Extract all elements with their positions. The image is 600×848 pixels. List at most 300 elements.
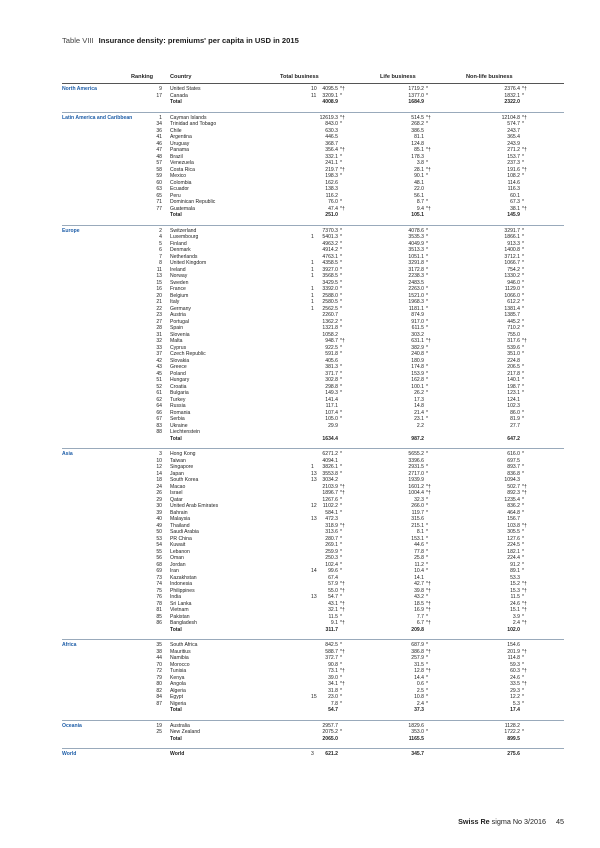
- cell-total: 332.1: [325, 153, 338, 160]
- cell-total: 5401.3: [322, 234, 338, 240]
- cell-rank: 11: [156, 266, 162, 273]
- cell-chg: 14: [311, 568, 317, 574]
- cell-nonlife: 67.3: [510, 199, 520, 205]
- cell-country: Denmark: [170, 247, 191, 253]
- cell-tm: *†: [340, 581, 345, 587]
- cell-life: 1829.6: [408, 722, 424, 729]
- cell-life: 687.9: [411, 642, 424, 648]
- cell-life: 0.6: [416, 681, 424, 687]
- cell-nm: *†: [522, 587, 527, 594]
- cell-country: Philippines: [170, 587, 195, 594]
- cell-rank: 78: [156, 600, 162, 607]
- cell-total: 76.0: [328, 199, 338, 205]
- cell-total: 251.0: [325, 212, 338, 218]
- cell-nm: *: [522, 253, 524, 260]
- cell-nonlife: 1400.8: [504, 247, 520, 253]
- cell-nonlife: 153.7: [507, 153, 520, 160]
- cell-total: 3927.0: [322, 266, 338, 273]
- cell-country: PR China: [170, 535, 192, 542]
- region-group: [62, 112, 564, 225]
- cell-tm: *†: [340, 600, 345, 607]
- cell-total: 73.1: [328, 668, 338, 674]
- cell-nm: *†: [522, 581, 527, 587]
- cell-lm: *: [426, 299, 428, 305]
- cell-life: 44.6: [414, 542, 424, 548]
- density-table: [62, 73, 564, 764]
- cell-tm: *: [340, 409, 342, 416]
- cell-life: 153.1: [411, 535, 424, 542]
- cell-rank: 61: [156, 390, 162, 396]
- cell-lm: *: [426, 121, 428, 127]
- cell-rank: 26: [156, 490, 162, 496]
- cell-lm: *: [426, 370, 428, 377]
- cell-country: Nigeria: [170, 700, 187, 707]
- cell-rank: 79: [156, 674, 162, 681]
- cell-total: 1267.6: [322, 496, 338, 503]
- cell-tm: *: [340, 260, 342, 266]
- cell-tm: *: [340, 199, 342, 205]
- cell-tm: *†: [340, 114, 345, 121]
- cell-rank: 17: [156, 92, 162, 99]
- cell-life: 14.8: [414, 403, 424, 409]
- cell-rank: 71: [156, 199, 162, 205]
- cell-nonlife: 237.3: [507, 160, 520, 166]
- cell-chg: 12: [311, 503, 317, 509]
- cell-nonlife: 1330.2: [504, 273, 520, 279]
- cell-nonlife: 191.6: [507, 166, 520, 173]
- cell-life: 2717.0: [408, 470, 424, 477]
- cell-nonlife: 59.3: [510, 661, 520, 668]
- cell-nm: *: [522, 247, 524, 253]
- table-title: [62, 36, 299, 45]
- cell-nonlife: 243.7: [507, 127, 520, 134]
- cell-country: Poland: [170, 370, 186, 377]
- cell-nm: *: [522, 700, 524, 707]
- cell-tm: *: [340, 729, 342, 735]
- cell-total: 4095.5: [322, 86, 338, 92]
- region-name: Europe: [62, 227, 80, 234]
- cell-life: 2238.3: [408, 273, 424, 279]
- cell-rank: 40: [156, 516, 162, 522]
- cell-total: 1634.4: [322, 435, 338, 442]
- cell-country: India: [170, 594, 182, 600]
- cell-rank: 4: [159, 234, 162, 240]
- total-row: [62, 707, 564, 714]
- cell-life: 215.1: [411, 522, 424, 529]
- header-total: Total business: [280, 74, 319, 80]
- cell-country: United States: [170, 86, 201, 92]
- cell-nm: *: [522, 383, 524, 390]
- cell-lm: *†: [426, 587, 431, 594]
- total-row: [62, 212, 564, 219]
- cell-life: 353.0: [411, 729, 424, 735]
- cell-country: Ukraine: [170, 422, 188, 429]
- cell-life: 8.7: [416, 199, 424, 205]
- cell-nonlife: 102.0: [507, 626, 520, 633]
- cell-nm: *: [522, 318, 524, 325]
- cell-country: Ecuador: [170, 186, 189, 192]
- cell-total: 54.7: [328, 707, 338, 713]
- cell-total: 280.7: [325, 535, 338, 542]
- cell-life: 1051.1: [408, 253, 424, 260]
- cell-rank: 44: [156, 655, 162, 661]
- cell-lm: *: [426, 535, 428, 542]
- cell-country: Morocco: [170, 661, 190, 668]
- cell-tm: *†: [340, 205, 345, 212]
- cell-country: Romania: [170, 409, 191, 416]
- cell-rank: 38: [156, 648, 162, 655]
- cell-tm: *: [340, 642, 342, 648]
- cell-tm: *†: [340, 668, 345, 674]
- header-ranking: Ranking: [131, 74, 154, 80]
- cell-nonlife: 317.6: [507, 338, 520, 344]
- cell-lm: *†: [426, 483, 431, 490]
- cell-rank: 5: [159, 240, 162, 247]
- cell-lm: *: [426, 286, 428, 292]
- cell-country: Oman: [170, 555, 184, 561]
- cell-lm: *: [426, 555, 428, 561]
- cell-rank: 88: [156, 429, 162, 435]
- cell-tm: *: [340, 234, 342, 240]
- region-name: Africa: [62, 642, 77, 648]
- cell-life: 12.8: [414, 668, 424, 674]
- cell-rank: 86: [156, 620, 162, 626]
- cell-rank: 25: [156, 729, 162, 735]
- cell-nonlife: 899.5: [507, 735, 520, 742]
- cell-rank: 82: [156, 687, 162, 694]
- cell-total: 269.1: [325, 542, 338, 548]
- cell-total: 843.0: [325, 121, 338, 127]
- cell-nonlife: 1129.0: [504, 286, 520, 292]
- cell-nonlife: 3712.1: [504, 253, 520, 260]
- cell-total: 318.9: [325, 522, 338, 529]
- cell-nm: *†: [522, 648, 527, 655]
- total-row: [62, 99, 564, 106]
- cell-nonlife: 89.1: [510, 568, 520, 574]
- cell-nonlife: 91.2: [510, 561, 520, 568]
- cell-total: 368.7: [325, 140, 338, 147]
- cell-lm: *: [426, 325, 428, 331]
- cell-lm: *: [426, 416, 428, 422]
- cell-chg: 1: [311, 286, 314, 292]
- cell-total: 630.3: [325, 127, 338, 134]
- cell-country: Egypt: [170, 694, 184, 700]
- cell-chg: 3: [311, 751, 314, 757]
- cell-rank: 2: [159, 227, 162, 234]
- cell-total: 43.1: [328, 600, 338, 607]
- cell-country: Bangladesh: [170, 620, 197, 626]
- cell-lm: *: [426, 509, 428, 516]
- cell-lm: *: [426, 496, 428, 503]
- cell-country: Saudi Arabia: [170, 529, 199, 535]
- cell-country: Czech Republic: [170, 351, 206, 357]
- cell-lm: *: [426, 661, 428, 668]
- cell-tm: *: [340, 173, 342, 179]
- cell-nm: *: [522, 416, 524, 422]
- cell-total: 162.6: [325, 179, 338, 186]
- cell-total: 99.6: [328, 568, 338, 574]
- cell-country: Taiwan: [170, 457, 186, 464]
- cell-life: 3.8: [416, 160, 424, 166]
- cell-country: Serbia: [170, 416, 185, 422]
- cell-country: Cyprus: [170, 344, 187, 351]
- cell-rank: 63: [156, 186, 162, 192]
- cell-life: 3291.8: [408, 260, 424, 266]
- cell-total: 4763.1: [322, 253, 338, 260]
- cell-total: 2103.9: [322, 483, 338, 490]
- cell-life: 266.0: [411, 503, 424, 509]
- cell-nm: *: [522, 160, 524, 166]
- cell-total: 32.1: [328, 607, 338, 613]
- cell-chg: 13: [311, 516, 317, 522]
- cell-nonlife: 15.3: [510, 587, 520, 594]
- cell-nonlife: 154.6: [507, 642, 520, 648]
- cell-tm: *: [340, 529, 342, 535]
- cell-rank: 62: [156, 396, 162, 403]
- cell-rank: 87: [156, 700, 162, 707]
- cell-total: 117.1: [325, 403, 338, 409]
- cell-nm: *: [522, 661, 524, 668]
- cell-tm: *: [340, 318, 342, 325]
- cell-country: Japan: [170, 470, 184, 477]
- cell-tm: *: [340, 416, 342, 422]
- cell-life: 1165.5: [408, 735, 424, 742]
- cell-nm: *: [522, 655, 524, 661]
- cell-nm: *: [522, 509, 524, 516]
- cell-country: Venezuela: [170, 160, 194, 166]
- cell-nonlife: 445.2: [507, 318, 520, 325]
- cell-nonlife: 24.6: [510, 600, 520, 607]
- cell-country: Namibia: [170, 655, 189, 661]
- cell-rank: 7: [159, 253, 162, 260]
- cell-country: Spain: [170, 325, 184, 331]
- cell-country: Lebanon: [170, 548, 190, 555]
- cell-nm: *: [522, 694, 524, 700]
- cell-tm: *: [340, 325, 342, 331]
- cell-life: 2263.0: [408, 286, 424, 292]
- cell-lm: *: [426, 594, 428, 600]
- cell-tm: *: [340, 700, 342, 707]
- cell-nonlife: 108.2: [507, 173, 520, 179]
- cell-rank: 16: [156, 286, 162, 292]
- cell-rank: 55: [156, 548, 162, 555]
- cell-life: 514.5: [411, 114, 424, 121]
- cell-tm: *: [340, 247, 342, 253]
- cell-nm: *: [522, 548, 524, 555]
- cell-country: Malaysia: [170, 516, 191, 522]
- cell-tm: *: [340, 687, 342, 694]
- cell-nm: *†: [522, 681, 527, 687]
- cell-total: 54.7: [328, 594, 338, 600]
- cell-lm: *: [426, 240, 428, 247]
- cell-nm: *: [522, 464, 524, 470]
- cell-lm: *†: [426, 668, 431, 674]
- cell-rank: 76: [156, 594, 162, 600]
- cell-country: New Zealand: [170, 729, 201, 735]
- cell-nonlife: 2.4: [512, 620, 520, 626]
- cell-country: Total: [170, 212, 182, 218]
- cell-country: Kuwait: [170, 542, 186, 548]
- cell-chg: 1: [311, 464, 314, 470]
- cell-life: 1004.4: [408, 490, 424, 496]
- cell-country: Slovenia: [170, 331, 190, 338]
- cell-lm: *: [426, 247, 428, 253]
- cell-country: Finland: [170, 240, 187, 247]
- cell-nonlife: 33.5: [510, 681, 520, 687]
- cell-country: Total: [170, 435, 182, 442]
- cell-life: 3172.8: [408, 266, 424, 273]
- cell-life: 22.0: [414, 186, 424, 192]
- cell-nm: *: [522, 496, 524, 503]
- cell-nonlife: 224.8: [507, 357, 520, 364]
- cell-total: 4914.2: [322, 247, 338, 253]
- cell-total: 2562.5: [322, 305, 338, 312]
- cell-tm: *: [340, 451, 342, 457]
- cell-rank: 47: [156, 147, 162, 153]
- cell-tm: *: [340, 305, 342, 312]
- cell-total: 219.7: [325, 166, 338, 173]
- cell-nonlife: 464.8: [507, 509, 520, 516]
- cell-lm: *: [426, 364, 428, 370]
- cell-life: 1684.9: [408, 99, 424, 105]
- cell-nonlife: 103.8: [507, 522, 520, 529]
- cell-nonlife: 17.4: [510, 707, 520, 713]
- cell-lm: *: [426, 522, 428, 529]
- cell-nonlife: 755.0: [507, 331, 520, 338]
- cell-lm: *: [426, 729, 428, 735]
- cell-country: Thailand: [170, 522, 190, 529]
- cell-total: 259.9: [325, 548, 338, 555]
- cell-life: 386.8: [411, 648, 424, 655]
- cell-total: 2957.7: [322, 722, 338, 729]
- cell-rank: 58: [156, 166, 162, 173]
- cell-lm: *†: [426, 114, 431, 121]
- cell-tm: *: [340, 390, 342, 396]
- cell-total: 39.0: [328, 674, 338, 681]
- cell-life: 100.1: [411, 383, 424, 390]
- cell-country: Hong Kong: [170, 451, 196, 457]
- cell-total: 3209.1: [322, 92, 338, 99]
- cell-rank: 22: [156, 305, 162, 312]
- cell-nonlife: 29.3: [510, 687, 520, 694]
- cell-total: 3553.8: [322, 470, 338, 477]
- cell-country: Italy: [170, 299, 180, 305]
- cell-total: 4008.9: [322, 99, 338, 105]
- cell-country: Netherlands: [170, 253, 198, 260]
- cell-country: Bulgaria: [170, 390, 189, 396]
- cell-nonlife: 123.1: [507, 390, 520, 396]
- cell-life: 1719.2: [408, 86, 424, 92]
- cell-lm: *: [426, 351, 428, 357]
- cell-total: 405.6: [325, 357, 338, 364]
- cell-life: 4049.9: [408, 240, 424, 247]
- cell-tm: *: [340, 555, 342, 561]
- cell-life: 2483.5: [408, 279, 424, 286]
- cell-total: 922.5: [325, 344, 338, 351]
- page-number: 45: [556, 817, 564, 826]
- cell-total: 6271.2: [322, 451, 338, 457]
- cell-country: Uruguay: [170, 140, 190, 147]
- cell-total: 472.3: [325, 516, 338, 522]
- cell-rank: 21: [156, 299, 162, 305]
- cell-lm: *: [426, 470, 428, 477]
- cell-rank: 52: [156, 383, 162, 390]
- cell-life: 11.2: [414, 561, 424, 568]
- cell-life: 874.9: [411, 312, 424, 318]
- cell-rank: 10: [156, 457, 162, 464]
- cell-rank: 45: [156, 370, 162, 377]
- cell-lm: *: [426, 92, 428, 99]
- cell-life: 174.8: [411, 364, 424, 370]
- cell-rank: 73: [156, 574, 162, 581]
- cell-chg: 11: [311, 92, 317, 99]
- cell-total: 372.7: [325, 655, 338, 661]
- cell-country: Australia: [170, 722, 190, 729]
- cell-total: 948.7: [325, 338, 338, 344]
- cell-nm: *: [522, 227, 524, 234]
- cell-life: 43.2: [414, 594, 424, 600]
- cell-tm: *: [340, 279, 342, 286]
- cell-nm: *: [522, 613, 524, 620]
- cell-total: 4358.5: [322, 260, 338, 266]
- cell-nonlife: 1066.7: [504, 260, 520, 266]
- cell-total: 588.7: [325, 648, 338, 655]
- cell-rank: 54: [156, 542, 162, 548]
- cell-lm: *: [426, 318, 428, 325]
- footer-brand: Swiss Re: [458, 817, 490, 826]
- cell-country: Norway: [170, 273, 188, 279]
- cell-nonlife: 86.0: [510, 409, 520, 416]
- cell-chg: 13: [311, 470, 317, 477]
- cell-nonlife: 224.4: [507, 555, 520, 561]
- cell-country: Portugal: [170, 318, 189, 325]
- cell-rank: 23: [156, 312, 162, 318]
- cell-nm: *: [522, 370, 524, 377]
- cell-nonlife: 1385.7: [504, 312, 520, 318]
- cell-total: 34.1: [328, 681, 338, 687]
- cell-lm: *: [426, 464, 428, 470]
- cell-country: World: [170, 751, 185, 757]
- cell-life: 85.1: [414, 147, 424, 153]
- cell-rank: 30: [156, 503, 162, 509]
- cell-tm: *: [340, 92, 342, 99]
- cell-life: 162.8: [411, 377, 424, 383]
- header-country: Country: [170, 74, 192, 80]
- cell-lm: *†: [426, 648, 431, 655]
- cell-country: Peru: [170, 192, 181, 199]
- cell-rank: 46: [156, 140, 162, 147]
- cell-nonlife: 647.2: [507, 435, 520, 442]
- header-life: Life business: [380, 74, 416, 80]
- cell-country: Angola: [170, 681, 186, 687]
- cell-nm: *: [522, 535, 524, 542]
- cell-nonlife: 2376.4: [504, 86, 520, 92]
- cell-lm: *: [426, 613, 428, 620]
- cell-tm: *: [340, 503, 342, 509]
- cell-nonlife: 1722.2: [504, 729, 520, 735]
- cell-total: 2065.0: [322, 735, 338, 742]
- cell-life: 1601.2: [408, 483, 424, 490]
- cell-total: 31.8: [328, 687, 338, 694]
- cell-country: Jordan: [170, 561, 186, 568]
- cell-tm: *: [340, 273, 342, 279]
- cell-nm: *: [522, 260, 524, 266]
- region-group: [62, 84, 564, 112]
- cell-nm: *: [522, 409, 524, 416]
- cell-tm: *†: [340, 147, 345, 153]
- cell-country: Croatia: [170, 383, 187, 390]
- cell-total: 107.4: [325, 409, 338, 416]
